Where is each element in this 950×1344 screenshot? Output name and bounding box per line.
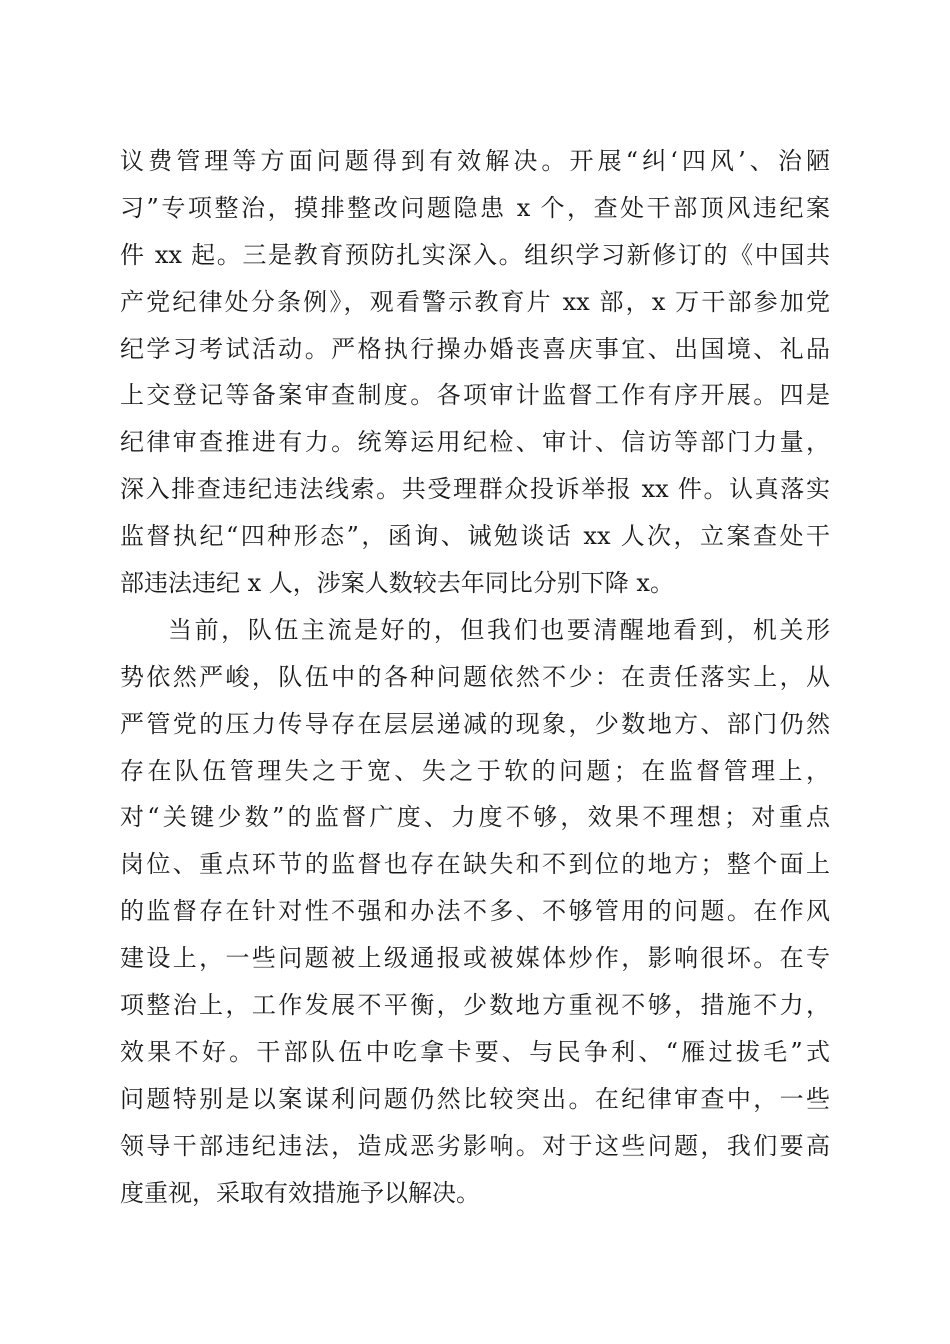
- text-line: 存在队伍管理失之于宽、失之于软的问题；在监督管理上，: [120, 756, 830, 785]
- text-line: 产党纪律处分条例》，观看警示教育片 xx 部，x 万干部参加党: [120, 287, 830, 316]
- text-line: 件 xx 起。三是教育预防扎实深入。组织学习新修订的《中国共: [120, 240, 830, 269]
- text-line: 势依然严峻，队伍中的各种问题依然不少：在责任落实上，从: [120, 662, 830, 691]
- text-line: 部违法违纪 x 人，涉案人数较去年同比分别下降 x。: [120, 569, 674, 598]
- text-line: 问题特别是以案谋利问题仍然比较突出。在纪律审查中，一些: [120, 1084, 830, 1113]
- text-line: 项整治上，工作发展不平衡，少数地方重视不够，措施不力，: [120, 991, 830, 1020]
- text-line: 严管党的压力传导存在层层递减的现象，少数地方、部门仍然: [120, 709, 830, 738]
- text-line: 建设上，一些问题被上级通报或被媒体炒作，影响很坏。在专: [120, 944, 830, 973]
- text-line: 的监督存在针对性不强和办法不多、不够管用的问题。在作风: [120, 897, 830, 926]
- text-line: 效果不好。干部队伍中吃拿卡要、与民争利、“雁过拔毛”式: [120, 1037, 830, 1066]
- text-line: 习”专项整治，摸排整改问题隐患 x 个，查处干部顶风违纪案: [120, 193, 830, 222]
- text-line: 议费管理等方面问题得到有效解决。开展“纠‘四风’、治陋: [120, 147, 830, 175]
- text-line: 纪律审查推进有力。统筹运用纪检、审计、信访等部门力量，: [120, 428, 830, 457]
- text-line: 监督执纪“四种形态”，函询、诫勉谈话 xx 人次，立案查处干: [120, 522, 830, 551]
- text-line: 岗位、重点环节的监督也存在缺失和不到位的地方；整个面上: [120, 850, 830, 879]
- paragraph-1: [120, 138, 830, 607]
- text-line: 纪学习考试活动。严格执行操办婚丧喜庆事宜、出国境、礼品: [120, 334, 830, 363]
- document-body: [120, 138, 830, 1216]
- text-line: 度重视，采取有效措施予以解决。: [120, 1178, 480, 1207]
- text-line: 上交登记等备案审查制度。各项审计监督工作有序开展。四是: [120, 381, 830, 410]
- text-line: 领导干部违纪违法，造成恶劣影响。对于这些问题，我们要高: [120, 1131, 830, 1160]
- text-line: 深入排查违纪违法线索。共受理群众投诉举报 xx 件。认真落实: [120, 475, 830, 504]
- text-line: 当前，队伍主流是好的，但我们也要清醒地看到，机关形: [168, 615, 830, 644]
- paragraph-2: [120, 607, 830, 1217]
- text-line: 对“关键少数”的监督广度、力度不够，效果不理想；对重点: [120, 803, 830, 832]
